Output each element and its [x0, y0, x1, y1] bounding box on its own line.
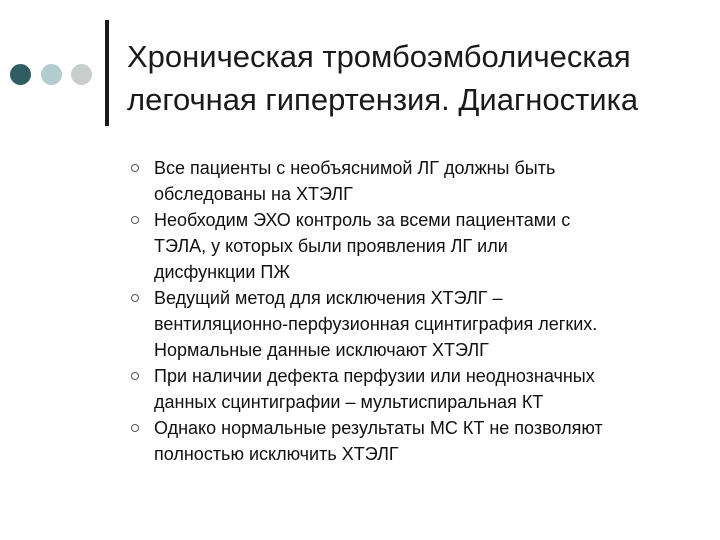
dark-dot-icon	[10, 64, 31, 85]
hollow-circle-bullet-icon	[131, 372, 139, 380]
bullet-line: данных сцинтиграфии – мультиспиральная КТ	[154, 392, 544, 412]
light-blue-dot-icon	[41, 64, 62, 85]
hollow-circle-bullet-icon	[131, 164, 139, 172]
bullet-line: При наличии дефекта перфузии или неоднозначных	[154, 366, 595, 386]
bullet-line: обследованы на ХТЭЛГ	[154, 184, 353, 204]
slide-title	[127, 35, 707, 121]
bullet-line: вентиляционно-перфузионная сцинтиграфия легких.	[154, 314, 598, 334]
decorative-dots	[10, 64, 94, 86]
bullet-item	[131, 155, 691, 207]
title-divider-line	[105, 20, 109, 126]
bullet-line: Однако нормальные результаты МС КТ не позволяют	[154, 418, 603, 438]
hollow-circle-bullet-icon	[131, 294, 139, 302]
bullet-list	[131, 155, 691, 467]
bullet-line: Ведущий метод для исключения ХТЭЛГ –	[154, 288, 503, 308]
grey-dot-icon	[71, 64, 92, 85]
slide-title-line: легочная гипертензия. Диагностика	[127, 82, 639, 117]
bullet-line: Нормальные данные исключают ХТЭЛГ	[154, 340, 489, 360]
bullet-text	[154, 363, 691, 415]
bullet-line: Все пациенты с необъяснимой ЛГ должны быть	[154, 158, 556, 178]
bullet-text	[154, 155, 691, 207]
bullet-text	[154, 207, 691, 285]
bullet-item	[131, 285, 691, 363]
bullet-line: Необходим ЭХО контроль за всеми пациентами с	[154, 210, 571, 230]
bullet-item	[131, 415, 691, 467]
bullet-item	[131, 363, 691, 415]
bullet-text	[154, 415, 691, 467]
hollow-circle-bullet-icon	[131, 216, 139, 224]
slide-title-line: Хроническая тромбоэмболическая	[127, 39, 631, 74]
bullet-line: ТЭЛА, у которых были проявления ЛГ или	[154, 236, 508, 256]
bullet-item	[131, 207, 691, 285]
bullet-line: полностью исключить ХТЭЛГ	[154, 444, 399, 464]
hollow-circle-bullet-icon	[131, 424, 139, 432]
bullet-text	[154, 285, 691, 363]
bullet-line: дисфункции ПЖ	[154, 262, 290, 282]
